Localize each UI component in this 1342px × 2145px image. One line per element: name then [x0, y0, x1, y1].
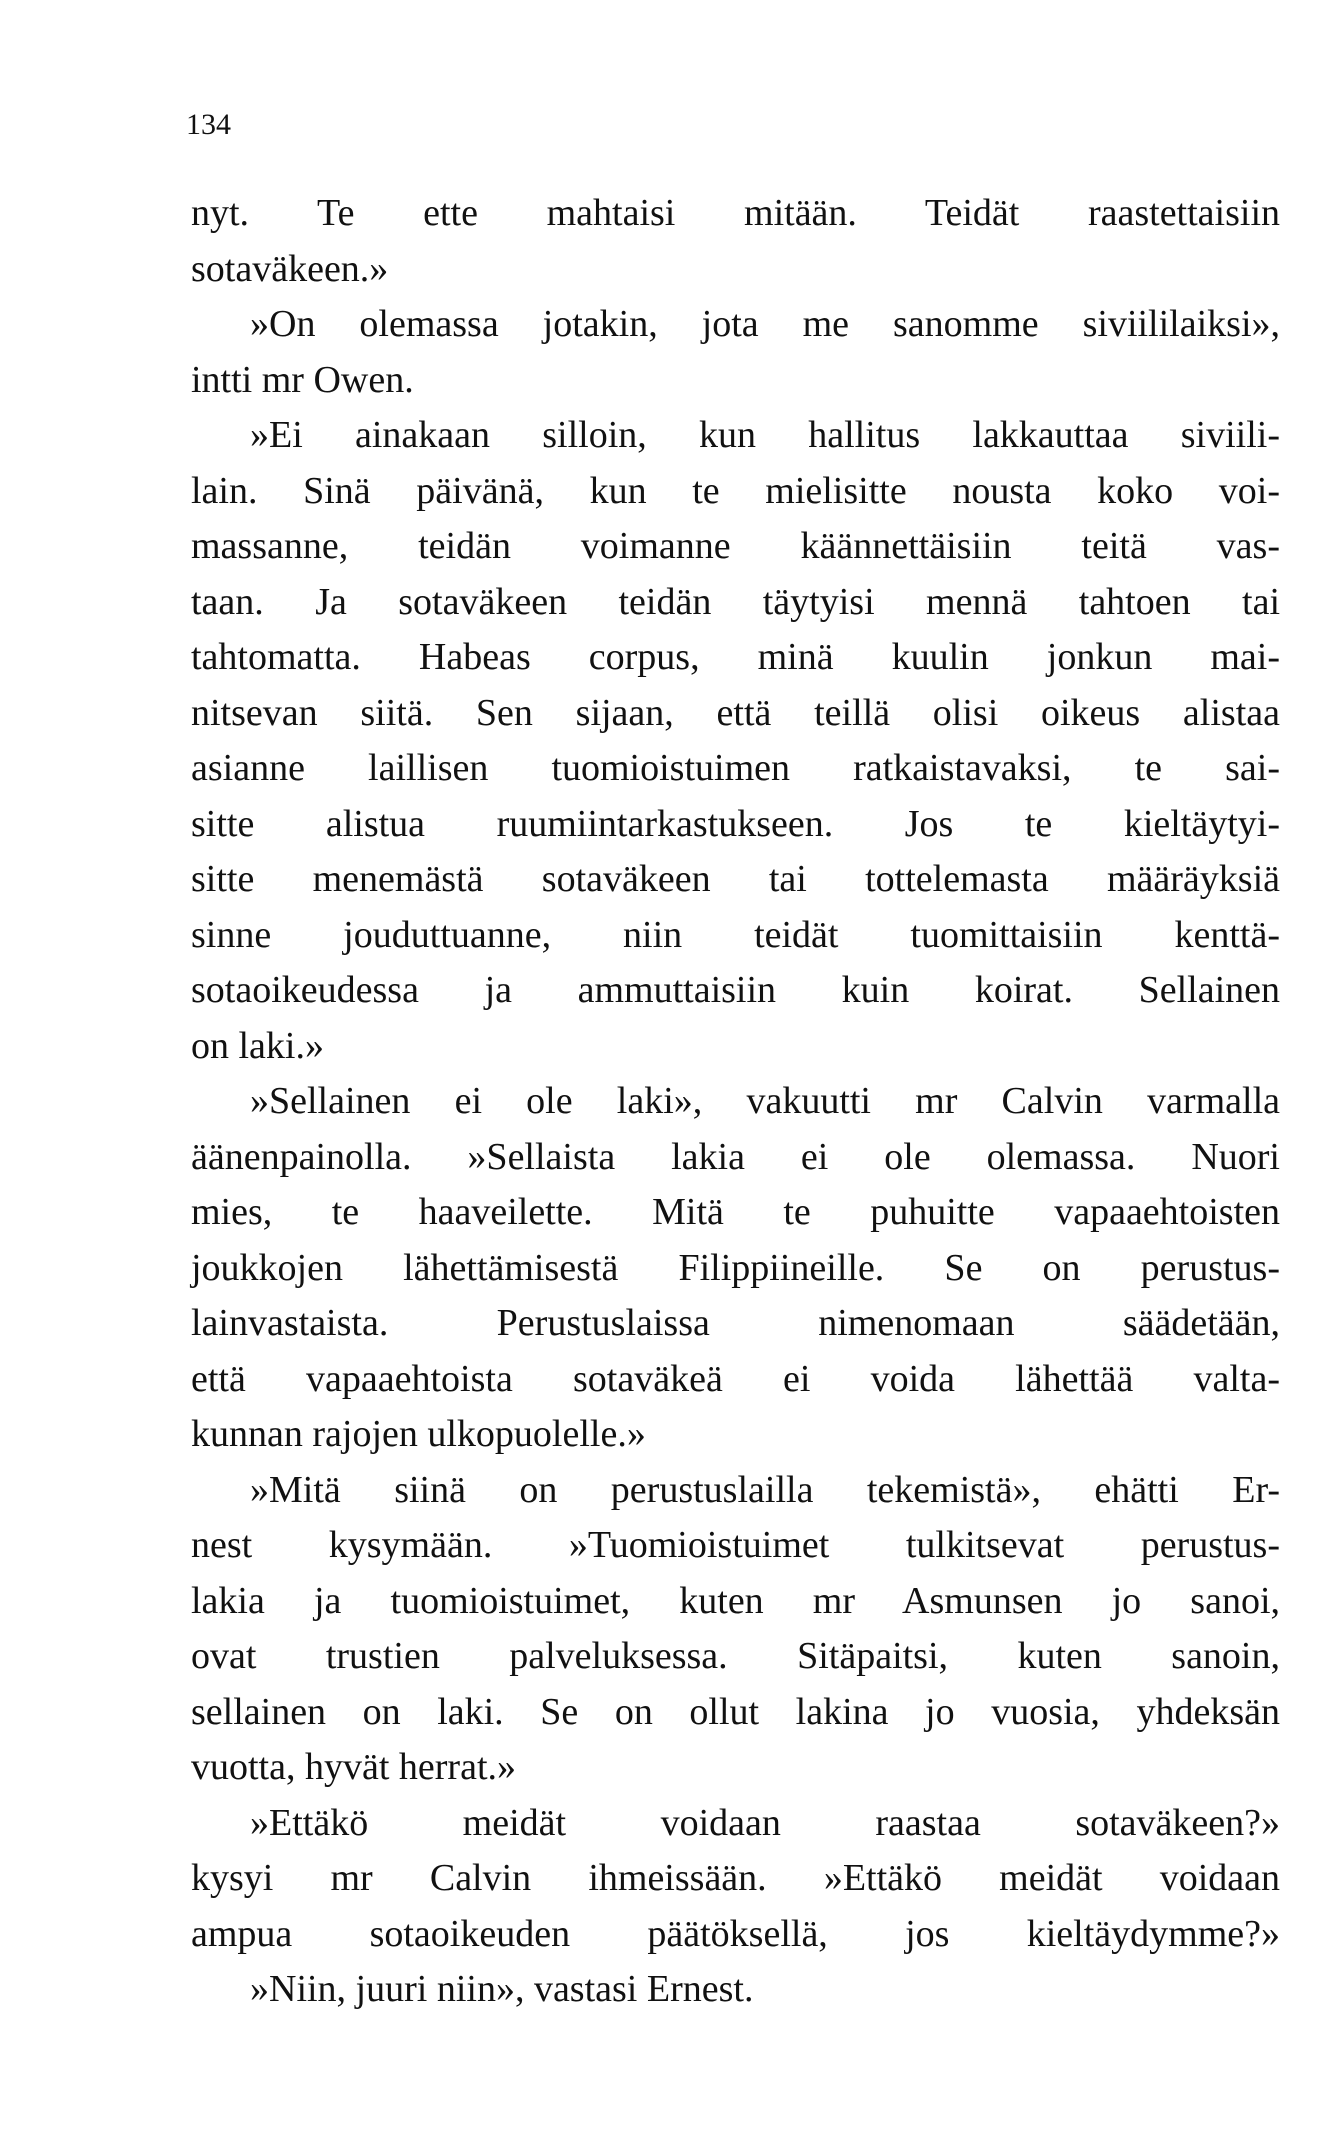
- text-line: että vapaaehtoista sotaväkeä ei voida lähettää valta-: [191, 1357, 1280, 1400]
- text-line: ovat trustien palveluksessa. Sitäpaitsi, kuten sanoin,: [191, 1635, 1280, 1677]
- text-line: lain. Sinä päivänä, kun te mielisitte nousta koko voi-: [191, 469, 1280, 512]
- text-line: sellainen on laki. Se on ollut lakina jo vuosia, yhdeksän: [191, 1690, 1280, 1733]
- body-text: [191, 186, 1280, 2018]
- text-line: massanne, teidän voimanne käännettäisiin teitä vas-: [191, 525, 1280, 567]
- page-number: 134: [186, 108, 231, 141]
- text-line: »Sellainen ei ole laki», vakuutti mr Calvin varmalla: [250, 1080, 1280, 1122]
- text-line: »Ei ainakaan silloin, kun hallitus lakkauttaa siviili-: [250, 414, 1280, 456]
- text-line: »On olemassa jotakin, jota me sanomme siviililaiksi»,: [250, 303, 1280, 345]
- text-line: intti mr Owen.: [191, 358, 414, 401]
- text-line: sotaoikeudessa ja ammuttaisiin kuin koirat. Sellainen: [191, 969, 1280, 1011]
- text-line: sitte menemästä sotaväkeen tai tottelemasta määräyksiä: [191, 858, 1280, 900]
- text-line: nitsevan siitä. Sen sijaan, että teillä olisi oikeus alistaa: [191, 691, 1280, 734]
- text-line: mies, te haaveilette. Mitä te puhuitte vapaaehtoisten: [191, 1191, 1280, 1233]
- text-line: »Ettäkö meidät voidaan raastaa sotaväkeen?»: [250, 1801, 1280, 1844]
- text-line: asianne laillisen tuomioistuimen ratkaistavaksi, te sai-: [191, 747, 1280, 789]
- text-line: »Mitä siinä on perustuslailla tekemistä», ehätti Er-: [250, 1468, 1280, 1511]
- text-line: nest kysymään. »Tuomioistuimet tulkitsevat perustus-: [191, 1524, 1280, 1566]
- text-line: joukkojen lähettämisestä Filippiineille. Se on perustus-: [191, 1246, 1280, 1289]
- text-line: taan. Ja sotaväkeen teidän täytyisi mennä tahtoen tai: [191, 580, 1280, 623]
- text-line: »Niin, juuri niin», vastasi Ernest.: [250, 1968, 754, 2010]
- text-line: sinne jouduttuanne, niin teidät tuomittaisiin kenttä-: [191, 913, 1280, 956]
- text-line: äänenpainolla. »Sellaista lakia ei ole olemassa. Nuori: [191, 1135, 1280, 1178]
- text-line: kysyi mr Calvin ihmeissään. »Ettäkö meidät voidaan: [191, 1857, 1280, 1899]
- text-line: vuotta, hyvät herrat.»: [191, 1746, 517, 1788]
- text-line: nyt. Te ette mahtaisi mitään. Teidät raastettaisiin: [191, 192, 1280, 234]
- text-line: lakia ja tuomioistuimet, kuten mr Asmunsen jo sanoi,: [191, 1579, 1280, 1622]
- text-line: tahtomatta. Habeas corpus, minä kuulin jonkun mai-: [191, 636, 1280, 678]
- text-line: lainvastaista. Perustuslaissa nimenomaan säädetään,: [191, 1302, 1280, 1344]
- text-line: kunnan rajojen ulkopuolelle.»: [191, 1413, 646, 1455]
- text-line: ampua sotaoikeuden päätöksellä, jos kieltäydymme?»: [191, 1912, 1280, 1955]
- text-line: sotaväkeen.»: [191, 247, 389, 290]
- text-line: sitte alistua ruumiintarkastukseen. Jos te kieltäytyi-: [191, 802, 1280, 845]
- text-line: on laki.»: [191, 1024, 324, 1067]
